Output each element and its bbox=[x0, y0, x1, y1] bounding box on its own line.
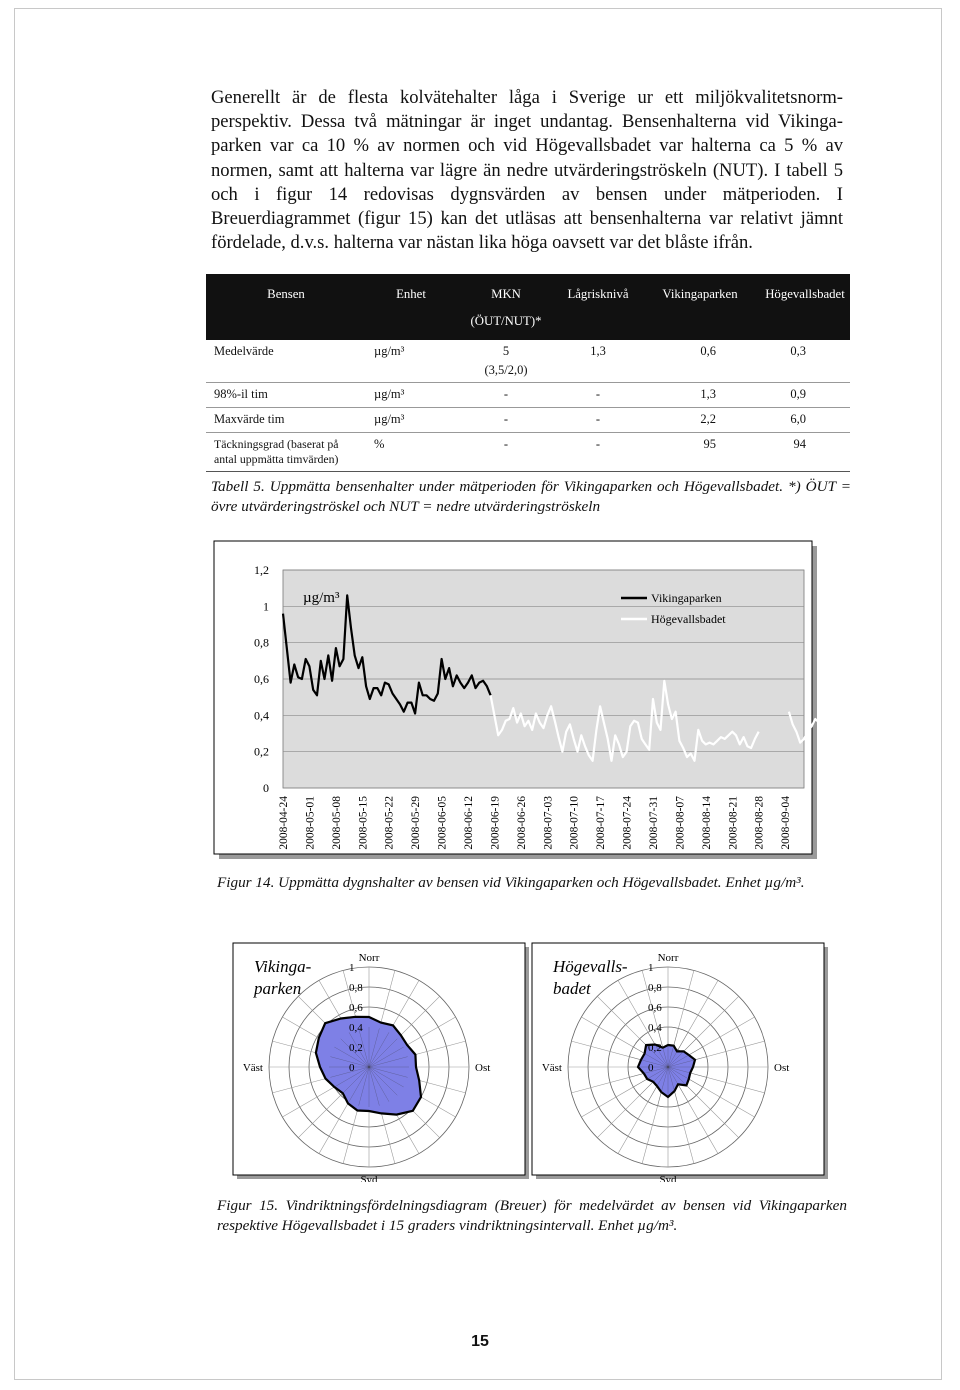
x-tick-label: 2008-07-31 bbox=[647, 796, 660, 850]
radar-south-label: Syd bbox=[360, 1174, 378, 1182]
row-low-risk: - bbox=[556, 433, 640, 472]
row-vikingaparken: 95 bbox=[640, 433, 760, 472]
x-tick-label: 2008-08-07 bbox=[674, 796, 687, 850]
header-low-risk: Lågrisknivå bbox=[556, 274, 640, 314]
row-mkn: - bbox=[456, 433, 556, 472]
row-unit: µg/m³ bbox=[366, 383, 456, 408]
x-tick-group bbox=[754, 796, 766, 850]
x-tick-label: 2008-06-19 bbox=[489, 796, 502, 850]
legend-label: Vikingaparken bbox=[651, 591, 722, 605]
figure-14-caption: Figur 14. Uppmätta dygnshalter av bensen vid Vikingaparken och Högevallsbadet. Enhet µg/m³. bbox=[217, 874, 805, 891]
row-low-risk: 1,3 bbox=[556, 340, 640, 383]
x-tick-label: 2008-08-14 bbox=[700, 796, 713, 850]
x-tick-group bbox=[569, 796, 581, 850]
radar-tick-label: 0,2 bbox=[648, 1042, 662, 1054]
x-tick-group bbox=[357, 796, 369, 850]
radar-east-label: Ost bbox=[475, 1062, 491, 1074]
x-tick-group bbox=[516, 796, 528, 850]
y-tick-label: 0,6 bbox=[254, 672, 269, 686]
radar-tick-label: 1 bbox=[648, 962, 654, 974]
row-unit: % bbox=[366, 433, 456, 472]
x-tick-label: 2008-06-26 bbox=[515, 796, 528, 850]
radar-tick-label: 0,8 bbox=[349, 982, 363, 994]
row-vikingaparken: 1,3 bbox=[640, 383, 760, 408]
table-header-subrow bbox=[206, 314, 850, 340]
y-tick-label: 0,8 bbox=[254, 635, 269, 650]
radar-tick-label: 0,6 bbox=[648, 1002, 662, 1014]
x-tick-group bbox=[542, 796, 554, 850]
x-tick-group bbox=[410, 796, 422, 850]
row-vikingaparken: 2,2 bbox=[640, 408, 760, 433]
radar-title: Högevalls-badet bbox=[553, 957, 628, 998]
radar-vikingaparken-svg bbox=[232, 942, 532, 1182]
row-low-risk: - bbox=[556, 383, 640, 408]
radar-north-label: Norr bbox=[657, 952, 679, 964]
x-tick-group bbox=[384, 796, 396, 850]
x-tick-group bbox=[727, 796, 739, 850]
row-label: Medelvärde bbox=[206, 340, 366, 383]
radar-title: Vikinga-parken bbox=[254, 957, 312, 998]
x-tick-group bbox=[648, 796, 660, 850]
x-tick-group bbox=[437, 796, 449, 850]
x-tick-group bbox=[622, 796, 634, 850]
x-tick-label: 2008-05-01 bbox=[304, 796, 317, 850]
header-hogevallsbadet: Högevallsbadet bbox=[760, 274, 850, 314]
figure-15-caption: Figur 15. Vindriktningsfördelningsdiagram (Breuer) för medelvärdet av bensen vid Vikingaparken respektive Högevallsbadet i 15 graders vindriktningsintervall. Enhet µg/m³. bbox=[217, 1197, 847, 1234]
radar-hogevallsbadet bbox=[531, 942, 831, 1182]
table-row bbox=[206, 433, 850, 472]
row-hogevallsbadet: 0,9 bbox=[760, 383, 850, 408]
x-tick-label: 2008-07-17 bbox=[595, 796, 608, 850]
x-tick-group bbox=[304, 796, 316, 850]
radar-tick-label: 0 bbox=[349, 1062, 355, 1074]
legend-label: Högevallsbadet bbox=[651, 612, 726, 626]
header-unit: Enhet bbox=[366, 274, 456, 314]
table-caption: Tabell 5. Uppmätta bensenhalter under mätperioden för Vikingaparken och Högevallsbadet. *) ÖUT = övre utvärderingströskel och NUT = nedre utvärderingströskeln bbox=[211, 478, 851, 515]
row-label: Täckningsgrad (baserat på antal uppmätta timvärden) bbox=[206, 433, 366, 472]
table-header-row bbox=[206, 274, 850, 314]
table-row bbox=[206, 408, 850, 433]
x-tick-label: 2008-05-08 bbox=[330, 796, 343, 850]
radar-hogevallsbadet-svg bbox=[531, 942, 831, 1182]
table-row bbox=[206, 383, 850, 408]
x-tick-label: 2008-07-03 bbox=[542, 796, 555, 850]
radar-tick-label: 0,4 bbox=[349, 1022, 363, 1034]
x-tick-label: 2008-06-05 bbox=[436, 796, 449, 850]
header-vikingaparken: Vikingaparken bbox=[640, 274, 760, 314]
radar-south-label: Syd bbox=[659, 1174, 677, 1182]
line-chart bbox=[213, 540, 818, 860]
x-tick-group bbox=[331, 796, 343, 850]
x-tick-label: 2008-05-22 bbox=[383, 796, 396, 850]
unit-label: µg/m³ bbox=[303, 590, 340, 606]
x-tick-group bbox=[278, 796, 290, 850]
radar-west-label: Väst bbox=[242, 1062, 263, 1074]
x-tick-label: 2008-05-29 bbox=[410, 796, 423, 850]
row-hogevallsbadet: 0,3 bbox=[760, 340, 850, 383]
y-tick-label: 0,2 bbox=[254, 744, 269, 759]
x-tick-label: 2008-07-10 bbox=[568, 796, 581, 850]
header-mkn: MKN bbox=[456, 274, 556, 314]
radar-west-label: Väst bbox=[541, 1062, 562, 1074]
row-mkn-sub: (3,5/2,0) bbox=[484, 363, 528, 377]
row-label: 98%-il tim bbox=[206, 383, 366, 408]
y-tick-label: 0,4 bbox=[254, 708, 269, 723]
x-tick-label: 2008-08-28 bbox=[753, 796, 766, 850]
line-chart-svg bbox=[213, 540, 818, 860]
x-tick-group bbox=[595, 796, 607, 850]
y-tick-label: 0 bbox=[263, 781, 269, 795]
table-row bbox=[206, 340, 850, 383]
row-mkn: - bbox=[456, 383, 556, 408]
row-label: Maxvärde tim bbox=[206, 408, 366, 433]
x-tick-group bbox=[489, 796, 501, 850]
x-tick-label: 2008-05-15 bbox=[357, 796, 370, 850]
radar-north-label: Norr bbox=[358, 952, 380, 964]
row-unit: µg/m³ bbox=[366, 340, 456, 383]
row-mkn: 5 (3,5/2,0) bbox=[456, 340, 556, 383]
body-paragraph: Generellt är de flesta kolvätehalter låga i Sverige ur ett miljökvalitetsnorm-perspektiv. Dessa två mätningar är inget undantag. Bensenhalterna vid Vikinga-parken var ca 10 % av normen och vid Högevallsbadet var halterna ca 5 % av normen, samt att halterna var lägre än nedre utvärderingströskeln (NUT). I tabell 5 och i figur 14 redovisas dygnsvärden av bensen under mätperioden. I Breuerdiagrammet (figur 15) kan det utläsas att bensenhalterna var relativt jämnt fördelade, d.v.s. halterna var nästan lika höga oavsett var det blåste ifrån. bbox=[211, 87, 843, 254]
row-mkn: - bbox=[456, 408, 556, 433]
row-hogevallsbadet: 6,0 bbox=[760, 408, 850, 433]
x-tick-label: 2008-04-24 bbox=[278, 796, 290, 850]
x-tick-group bbox=[701, 796, 713, 850]
header-bensen: Bensen bbox=[206, 274, 366, 314]
row-hogevallsbadet: 94 bbox=[760, 433, 850, 472]
x-tick-label: 2008-07-24 bbox=[621, 796, 634, 850]
radar-tick-label: 1 bbox=[349, 962, 355, 974]
radar-tick-label: 0,6 bbox=[349, 1002, 363, 1014]
row-low-risk: - bbox=[556, 408, 640, 433]
x-tick-group bbox=[463, 796, 475, 850]
y-tick-label: 1,2 bbox=[254, 563, 269, 577]
x-tick-group bbox=[780, 796, 792, 850]
row-vikingaparken: 0,6 bbox=[640, 340, 760, 383]
y-tick-label: 1 bbox=[263, 599, 269, 614]
radar-tick-label: 0,2 bbox=[349, 1042, 363, 1054]
header-mkn-sub: (ÖUT/NUT)* bbox=[456, 314, 556, 340]
x-tick-group bbox=[674, 796, 686, 850]
x-tick-label: 2008-06-12 bbox=[462, 796, 475, 850]
x-tick-label: 2008-08-21 bbox=[727, 796, 740, 850]
benzene-table bbox=[206, 274, 850, 472]
row-unit: µg/m³ bbox=[366, 408, 456, 433]
radar-east-label: Ost bbox=[774, 1062, 790, 1074]
radar-tick-label: 0,8 bbox=[648, 982, 662, 994]
radar-tick-label: 0,4 bbox=[648, 1022, 662, 1034]
radar-tick-label: 0 bbox=[648, 1062, 654, 1074]
page-number: 15 bbox=[471, 1333, 489, 1350]
radar-vikingaparken bbox=[232, 942, 532, 1182]
x-tick-label: 2008-09-04 bbox=[780, 796, 793, 850]
